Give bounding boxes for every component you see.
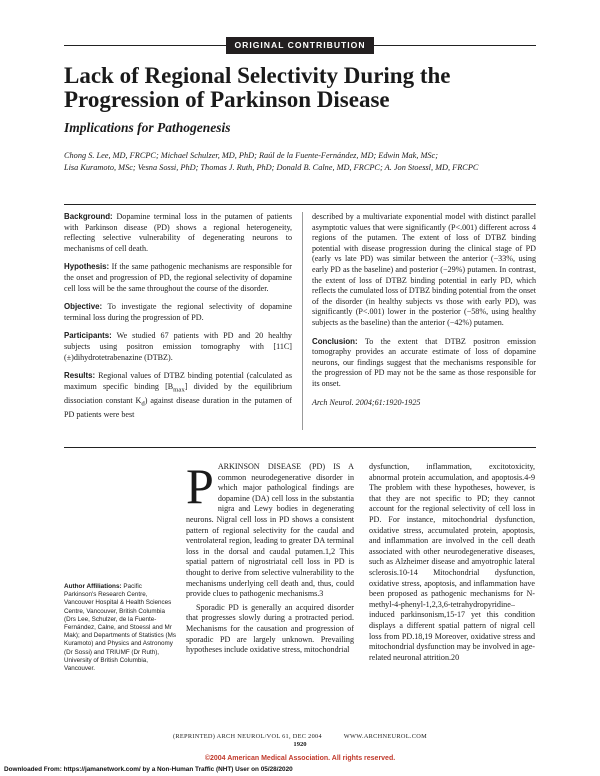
- abstract-column-divider: [302, 212, 303, 430]
- abstract-right-column: [312, 212, 536, 416]
- participants-label: Participants:: [64, 331, 112, 341]
- results-label: Results:: [64, 371, 96, 381]
- conclusion-text: To the extent that DTBZ positron emission tomography provides an accurate estimate of loss of dopamine neurons, our findings suggest that the mechanisms responsible for the progression of PD may not be the same as those responsible for its onset.: [312, 336, 536, 388]
- conclusion-label: Conclusion:: [312, 336, 358, 346]
- article-title: Lack of Regional Selectivity During the Progression of Parkinson Disease: [64, 63, 451, 112]
- results-sub-d: d: [141, 400, 145, 408]
- affiliations-text: Pacific Parkinson's Research Centre, Vancouver Hospital & Health Sciences Centre, Vancouver, British Columbia (Drs Lee, Schulzer, de la Fuente-Fernández, Calne, and Stoessl and Mr Mak); and Departments of Statistics (Ms Kuramoto) and Physics and Astronomy (Dr Sossi) and TRIUMF (Dr Ruth), University of British Columbia, Vancouver.: [64, 583, 176, 673]
- body-paragraph-1: [186, 458, 354, 600]
- abstract-participants: [64, 331, 292, 363]
- results-text-1: Regional values of DTBZ binding potential (calculated as maximum specific binding [B: [64, 371, 292, 391]
- footer-reprinted: (REPRINTED) ARCH NEUROL/VOL 61, DEC 2004: [173, 733, 322, 740]
- section-label: ORIGINAL CONTRIBUTION: [226, 37, 374, 54]
- participants-text: We studied 67 patients with PD and 20 healthy subjects using positron emission tomography with [11C](±)dihydrotetrabenazine (DTBZ).: [64, 331, 292, 362]
- drop-cap: P: [186, 458, 214, 514]
- authors-line-2: Lisa Kuramoto, MSc; Vesna Sossi, PhD; Thomas J. Ruth, PhD; Donald B. Calne, MD, FRCPC; A. Jon Stoessl, MD, FRCPC: [64, 163, 479, 172]
- copyright-notice: ©2004 American Medical Association. All rights reserved.: [204, 755, 396, 762]
- abstract-background: [64, 212, 292, 254]
- hypothesis-text: If the same pathogenic mechanisms are responsible for the onset and progression of PD, the regional selectivity of dopamine cell loss will be the same throughout the course of the disorder.: [64, 262, 292, 293]
- abstract-conclusion: [312, 337, 536, 390]
- author-list: [64, 150, 544, 174]
- hypothesis-label: Hypothesis:: [64, 262, 110, 272]
- affiliations-label: Author Affiliations:: [64, 583, 122, 590]
- author-affiliations: [64, 583, 176, 673]
- abstract-left-column: [64, 212, 292, 429]
- authors-line-1: Chong S. Lee, MD, FRCPC; Michael Schulzer, MD, PhD; Raúl de la Fuente-Fernández, MD; Edwin Mak, MSc;: [64, 151, 438, 160]
- results-text-2: ] divided by the equilibrium dissociation constant K: [64, 381, 292, 405]
- abstract-top-rule: [64, 204, 536, 205]
- objective-label: Objective:: [64, 302, 103, 312]
- page-number: 1920: [293, 741, 307, 748]
- results-text-3: ) against disease duration in the putamen of PD patients were best: [64, 395, 292, 420]
- body-column-middle: [186, 458, 354, 656]
- objective-text: To investigate the regional selectivity of dopamine terminal loss during the progression of PD.: [64, 302, 292, 322]
- abstract-hypothesis: [64, 262, 292, 294]
- body-paragraph-3: dysfunction, inflammation, excitotoxicity, abnormal protein accumulation, and apoptosis.4-9 The problem with these hypotheses, however, is that they are not specific to PD; they cannot account for the regional selectivity of cell loss in PD. For instance, mitochondrial dysfunction, oxidative stress, accumulated protein, apoptosis, and inflammation are involved in the cell death associated with other neurodegenerative diseases, such as Alzheimer disease and amyotrophic lateral sclerosis.10-14 Mitochondrial dysfunction, oxidative stress, apoptosis, and inflammation have been proposed as pathogenic mechanisms for N-methyl-4-phenyl-1,2,3,6-tetrahydropyridine–induced parkinsonism,15-17 yet this condition displays a different spatial pattern of nigral cell loss from PD.18,19 Moreover, oxidative stress and mitochondrial dysfunction may be involved in age-related neuronal attrition.20: [369, 462, 535, 662]
- lead-in: ARKINSON DISEASE (PD) IS A: [217, 462, 354, 471]
- article-citation: Arch Neurol. 2004;61:1920-1925: [312, 397, 421, 407]
- body-paragraph-2: Sporadic PD is generally an acquired disorder that progresses slowly during a protracted period. Mechanisms for the causation and progression of sporadic PD are largely unknown. Prevailing hypotheses include oxidative stress, mitochondrial: [186, 602, 354, 655]
- running-footer: [0, 733, 600, 741]
- article-subtitle: Implications for Pathogenesis: [64, 120, 231, 135]
- results-continued: described by a multivariate exponential model with distinct parallel asymptotic values that were significantly (P<.001) different across 4 regions of the putamen. The extent of loss of DTBZ binding potential with disease progression during the clinical stage of PD (early vs late PD) was similar between the anterior (−33%, using early PD as the baseline) and posterior (−29%) putamen. In contrast, the extent of loss of DTBZ binding potential in early PD, which reflects the cumulated loss of DTBZ binding potential from the onset of the disorder (in healthy subjects vs those with early PD), was significantly (P<.001) lower in the posterior (−58%, using healthy subjects as the baseline) than the anterior (−42%) putamen.: [312, 212, 536, 327]
- download-notice: Downloaded From: https://jamanetwork.com/ by a Non-Human Traffic (NHT) User on 05/28/2020: [4, 766, 293, 773]
- abstract-objective: [64, 302, 292, 323]
- footer-website[interactable]: WWW.ARCHNEUROL.COM: [343, 733, 427, 740]
- abstract-results: [64, 371, 292, 421]
- body-column-right: [369, 462, 535, 663]
- paragraph-1-text: common neurodegenerative disorder in which major pathological findings are dopamine (DA) cell loss in the substantia nigra and Lewy bodies in degenerating neurons. Nigral cell loss in PD shows a consistent pattern of regional selectivity for the caudal and ventrolateral region, leading to greater DA terminal loss in the dorsal and caudal putamen.1,2 This spatial pattern of nigrostriatal cell loss in PD is thought to derive from selective vulnerability to the mechanisms underlying cell death and, thus, could provide clues to pathogenic mechanisms.3: [186, 472, 354, 599]
- results-sub-max: max: [173, 386, 185, 394]
- abstract-bottom-rule: [64, 447, 536, 448]
- background-text: Dopamine terminal loss in the putamen of patients with Parkinson disease (PD) shows a regional heterogeneity, reflecting selective vulnerability of degenerating neurons to mechanisms of cell death.: [64, 212, 292, 253]
- background-label: Background:: [64, 212, 113, 221]
